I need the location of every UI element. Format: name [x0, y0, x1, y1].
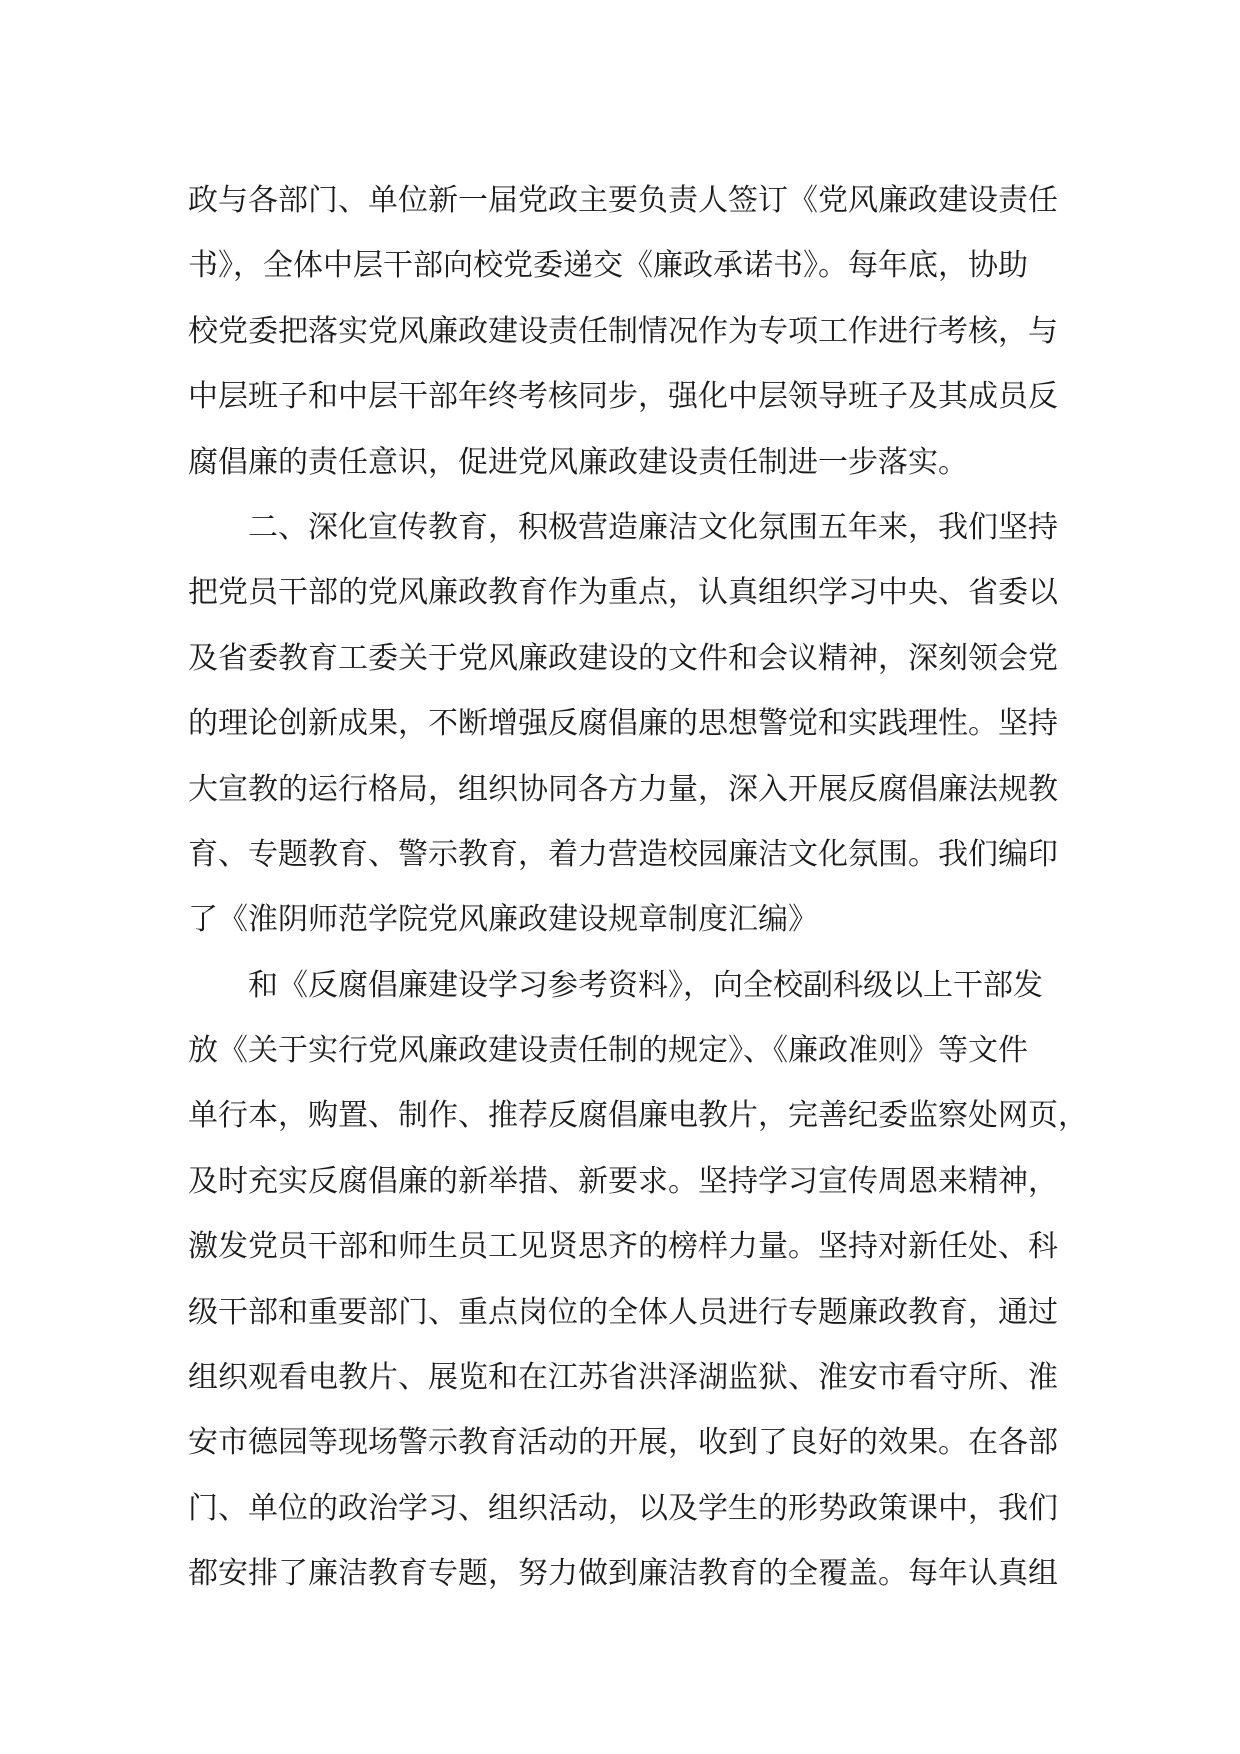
text-line: 安市德园等现场警示教育活动的开展，收到了良好的效果。在各部 [188, 1425, 1058, 1461]
text-line: 的理论创新成果，不断增强反腐倡廉的思想警觉和实践理性。坚持 [188, 706, 1058, 742]
text-line: 腐倡廉的责任意识，促进党风廉政建设责任制进一步落实。 [188, 444, 968, 480]
text-line: 及省委教育工委关于党风廉政建设的文件和会议精神，深刻领会党 [188, 640, 1058, 676]
text-line: 大宣教的运行格局，组织协同各方力量，深入开展反腐倡廉法规教 [188, 771, 1058, 807]
text-line: 书》，全体中层干部向校党委递交《廉政承诺书》。每年底，协助 [188, 248, 1028, 284]
text-line: 激发党员干部和师生员工见贤思齐的榜样力量。坚持对新任处、科 [188, 1229, 1058, 1265]
text-line: 育、专题教育、警示教育，着力营造校园廉洁文化氛围。我们编印 [188, 836, 1058, 872]
text-line: 放《关于实行党风廉政建设责任制的规定》、《廉政准则》等文件 [188, 1033, 1028, 1069]
text-line: 门、单位的政治学习、组织活动，以及学生的形势政策课中，我们 [188, 1490, 1058, 1526]
text-line: 把党员干部的党风廉政教育作为重点，认真组织学习中央、省委以 [188, 575, 1058, 611]
text-line: 单行本，购置、制作、推荐反腐倡廉电教片，完善纪委监察处网页， [188, 1098, 1088, 1134]
text-line: 及时充实反腐倡廉的新举措、新要求。坚持学习宣传周恩来精神， [188, 1163, 1058, 1199]
text-line: 校党委把落实党风廉政建设责任制情况作为专项工作进行考核，与 [188, 313, 1058, 349]
text-line: 都安排了廉洁教育专题，努力做到廉洁教育的全覆盖。每年认真组 [188, 1556, 1058, 1592]
body-text [188, 168, 1088, 1607]
text-line: 政与各部门、单位新一届党政主要负责人签订《党风廉政建设责任 [188, 183, 1058, 218]
paragraph-start-line: 和《反腐倡廉建设学习参考资料》，向全校副科级以上干部发 [248, 967, 1043, 1003]
text-line: 级干部和重要部门、重点岗位的全体人员进行专题廉政教育，通过 [188, 1294, 1058, 1330]
text-line: 了《淮阴师范学院党风廉政建设规章制度汇编》 [188, 902, 818, 938]
text-line: 中层班子和中层干部年终考核同步，强化中层领导班子及其成员反 [188, 379, 1058, 415]
text-line: 组织观看电教片、展览和在江苏省洪泽湖监狱、淮安市看守所、淮 [188, 1360, 1058, 1396]
paragraph-start-line: 二、深化宣传教育，积极营造廉洁文化氛围五年来，我们坚持 [248, 509, 1058, 545]
